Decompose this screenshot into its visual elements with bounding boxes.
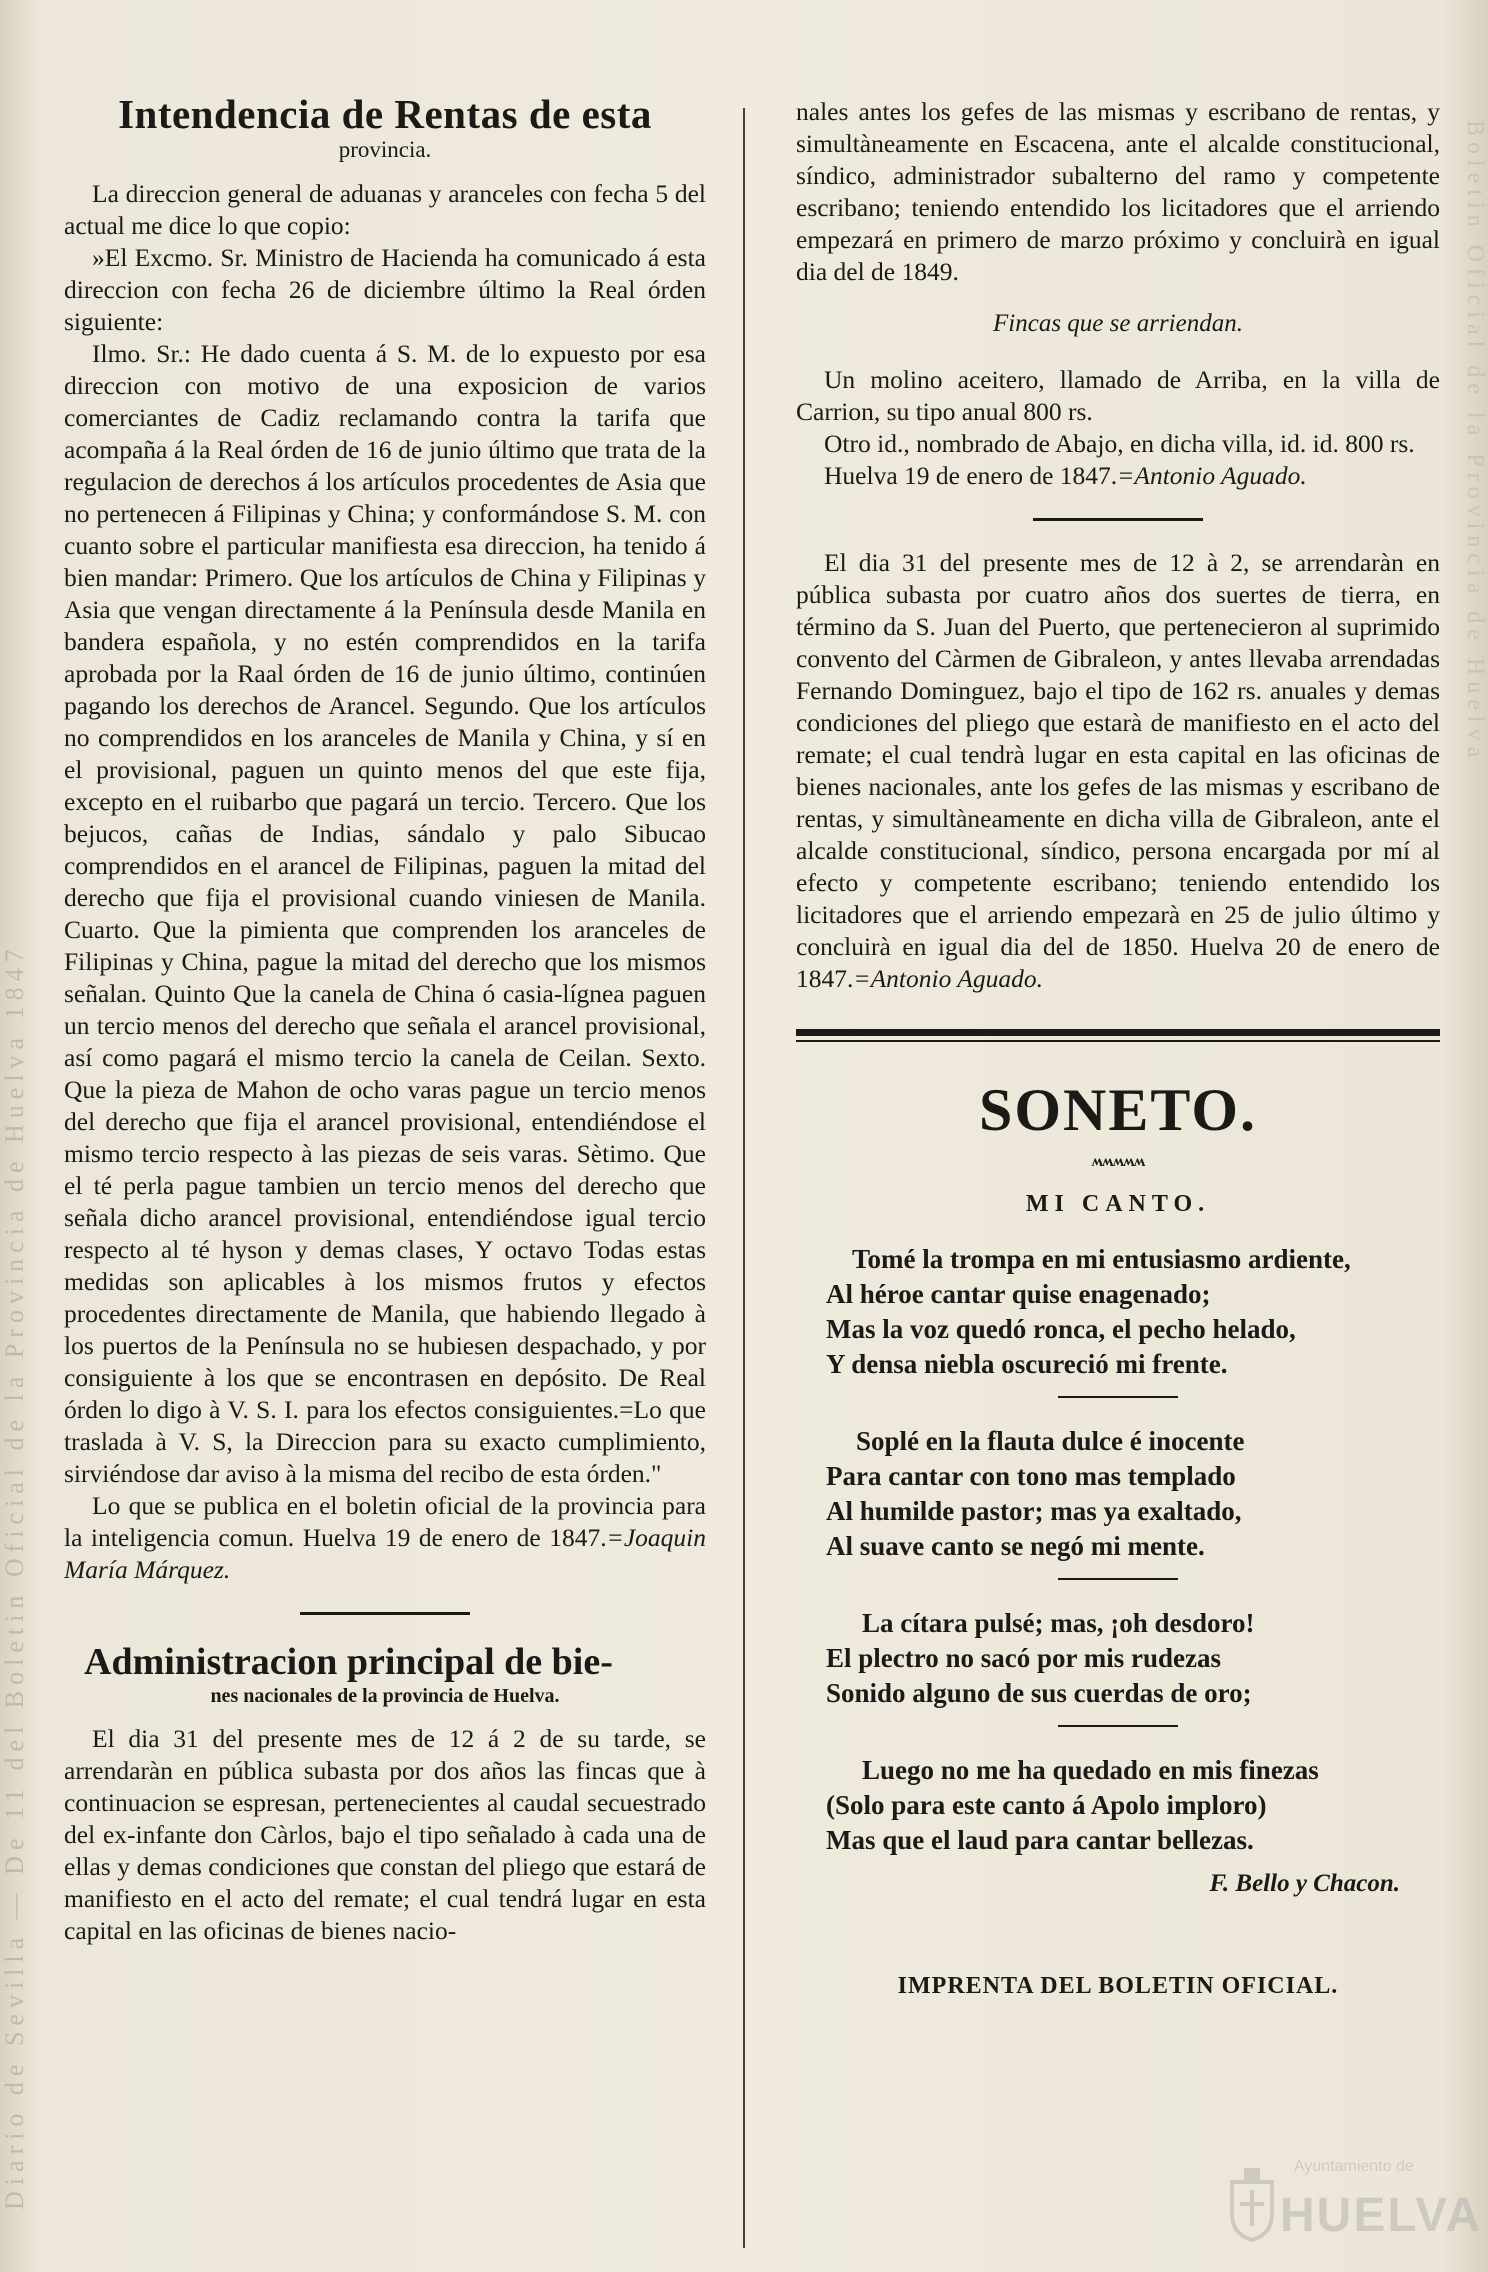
archive-watermark [1224, 2154, 1483, 2254]
paragraph: El dia 31 del presente mes de 12 á 2 de su tarde, se arrendaràn en pública subasta por dos años las fincas que à continuacion se espresan, pertenecientes al caudal secuestrado del ex-infante don Càrlos, bajo el tipo señalado à cada una de ellas y demas condiciones que constan del pliego que estará de manifiesto en el acto del remate; el cual tendrá lugar en esta capital en las oficinas de bienes nacio- [64, 1724, 706, 1945]
right-column [796, 96, 1440, 2002]
verse-line: Soplé en la flauta dulce é inocente [856, 1426, 1245, 1456]
verse-line: La cítara pulsé; mas, ¡oh desdoro! [862, 1608, 1255, 1638]
paragraph [796, 547, 1440, 995]
verse-line: Al humilde pastor; mas ya exaltado, [826, 1496, 1242, 1526]
verse-line: Y densa niebla oscureció mi frente. [826, 1349, 1228, 1379]
stanza [826, 1424, 1440, 1564]
signature: =Antonio Aguado. [1117, 461, 1307, 490]
stanza [826, 1242, 1440, 1382]
verse-line: Al suave canto se negó mi mente. [826, 1531, 1205, 1561]
stanza-divider [1058, 1725, 1178, 1727]
watermark-main-text: HUELVA [1280, 2189, 1483, 2242]
verse-line: Para cantar con tono mas templado [826, 1461, 1236, 1491]
verse-line: Mas que el laud para cantar bellezas. [826, 1825, 1254, 1855]
section-divider [300, 1612, 470, 1615]
paragraph-continuation: nales antes los gefes de las mismas y escribano de rentas, y simultàneamente en Escacena, ante el alcalde constitucional, síndico, administrador subalterno del ramo y competente escribano; teniendo entendido los licitadores que el arriendo empezará en primero de marzo próximo y concluirà en igual dia del de 1849. [796, 97, 1440, 286]
stanza-divider [1058, 1396, 1178, 1398]
paragraph-text: Lo que se publica en el boletin oficial de la provincia para la inteligencia comun. Huelva 19 de enero de 1847. [64, 1491, 706, 1552]
sonnet-subtitle: MI CANTO. [1025, 1191, 1211, 1217]
finca-item: Un molino aceitero, llamado de Arriba, en la villa de Carrion, su tipo anual 800 rs. [796, 365, 1440, 426]
section-divider [1033, 518, 1203, 521]
wave-ornament: ʍʍʍʍʍ [1091, 1153, 1145, 1170]
thin-divider [796, 1040, 1440, 1042]
verse-line: El plectro no sacó por mis rudezas [826, 1643, 1221, 1673]
paragraph: »El Excmo. Sr. Ministro de Hacienda ha comunicado á esta direccion con fecha 26 de diciembre último la Real órden siguiente: [64, 243, 706, 336]
paragraph: La direccion general de aduanas y aranceles con fecha 5 del actual me dice lo que copio: [64, 179, 706, 240]
dateline [796, 460, 1440, 492]
stanza [826, 1606, 1440, 1711]
fincas-title: Fincas que se arriendan. [993, 310, 1243, 337]
finca-item: Otro id., nombrado de Abajo, en dicha villa, id. id. 800 rs. [824, 429, 1415, 458]
verse-line: Tomé la trompa en mi entusiasmo ardiente, [852, 1244, 1351, 1274]
right-edge-bleed-text: Boletin Oficial de la Provincia de Huelva [1462, 120, 1488, 764]
signature: =Joaquin María Márquez. [64, 1523, 706, 1584]
sonnet-title: SONETO. [979, 1077, 1257, 1143]
headline-administracion: Administracion principal de bie- [84, 1641, 613, 1683]
date-text: Huelva 19 de enero de 1847. [824, 461, 1118, 490]
verse-line: Al héroe cantar quise enagenado; [826, 1279, 1211, 1309]
headline-intendencia: Intendencia de Rentas de esta [118, 91, 652, 137]
verse-line: Luego no me ha quedado en mis finezas [862, 1755, 1319, 1785]
paragraph-text: El dia 31 del presente mes de 12 à 2, se arrendaràn en pública subasta por cuatro años dos suertes de tierra, en término da S. Juan del Puerto, que pertenecieron al suprimido convento del Càrmen de Gibraleon, y antes llevaba arrendadas Fernando Dominguez, bajo el tipo de 162 rs. anuales y demas condiciones del pliego que estarà de manifiesto en el acto del remate; el cual tendrà lugar en esta capital en las oficinas de bienes nacionales, ante los gefes de las mismas y escribano de rentas, y simultàneamente en dicha villa de Gibraleon, ante el alcalde constitucional, síndico, persona encargada por mí al efecto y competente escribano; teniendo entendido los licitadores que el arriendo empezarà en 25 de julio último y concluirà en igual dia del de 1850. Huelva 20 de enero de 1847. [796, 548, 1440, 993]
verse-line: (Solo para este canto á Apolo imploro) [826, 1790, 1267, 1820]
verse-line: Mas la voz quedó ronca, el pecho helado, [826, 1314, 1296, 1344]
left-edge-bleed-text: Diario de Sevilla — De 11 del Boletin Oficial de la Provincia de Huelva 1847 [0, 943, 29, 2210]
coat-of-arms-icon [1224, 2164, 1280, 2244]
verse-line: Sonido alguno de sus cuerdas de oro; [826, 1678, 1252, 1708]
column-rule [743, 108, 745, 2248]
subhead-provincia: provincia. [338, 137, 432, 162]
paragraph [64, 1490, 706, 1586]
sonnet-author: F. Bello y Chacon. [1209, 1870, 1400, 1897]
subhead-bienes: nes nacionales de la provincia de Huelva. [210, 1685, 560, 1707]
signature: =Antonio Aguado. [853, 964, 1043, 993]
thick-divider [796, 1029, 1440, 1036]
stanza-divider [1058, 1578, 1178, 1580]
watermark-top-text: Ayuntamiento de [1294, 2158, 1414, 2175]
imprint-line: IMPRENTA DEL BOLETIN OFICIAL. [897, 1973, 1339, 1999]
stanza [826, 1753, 1440, 1858]
left-column [64, 92, 706, 1947]
paragraph: Ilmo. Sr.: He dado cuenta á S. M. de lo expuesto por esa direccion con motivo de una exposicion de varios comerciantes de Cadiz reclamando contra la tarifa que acompaña á la Real órden de 16 de junio último que trata de la regulacion de derechos á los artículos procedentes de Asia que no pertenecen á Filipinas y China; y conformándose S. M. con cuanto sobre el particular manifiesta esa direccion, ha tenido á bien mandar: Primero. Que los artículos de China y Filipinas y Asia que vengan directamente á la Península desde Manila en bandera española, y no estén comprendidos en la tarifa aprobada por la Raal órden de 16 de junio último, continúen pagando los derechos de Arancel. Segundo. Que los artículos no comprendidos en los aranceles de Manila y China, y sí en el provisional, paguen un quinto menos del que este fija, excepto en el ruibarbo que pagará un tercio. Tercero. Que los bejucos, cañas de Indias, sándalo y palo Sibucao comprendidos en el arancel de Filipinas, paguen la mitad del derecho que fija el provisional cuando viniesen de Manila. Cuarto. Que la pimienta que comprenden los aranceles de Filipinas y China, pague la mitad del derecho que los mismos señalan. Quinto Que la canela de China ó casia-lígnea paguen un tercio menos del derecho que señala el arancel provisional, así como pagará el mismo tercio la canela de Ceilan. Sexto. Que la pieza de Mahon de ocho varas pague un tercio menos del derecho que fija el arancel provisional, entendiéndose el mismo tercio respecto à las piezas de seis varas. Sètimo. Que el té perla pague tambien un tercio menos del derecho que señala dicho arancel provisional, entendiéndose igual tercio respecto al té hyson y demas clases, Y octavo Todas estas medidas son aplicables à los mismos frutos y efectos procedentes directamente de Manila, que habiendo llegado à los puertos de la Península no se hubiesen despachado, y por consiguiente à los que se encontrasen en depósito. De Real órden lo digo à V. S. I. para los efectos consiguientes.=Lo que traslada à V. S, la Direccion para su exacto cumplimiento, sirviéndose dar aviso à la misma del recibo de esta órden." [64, 339, 706, 1488]
